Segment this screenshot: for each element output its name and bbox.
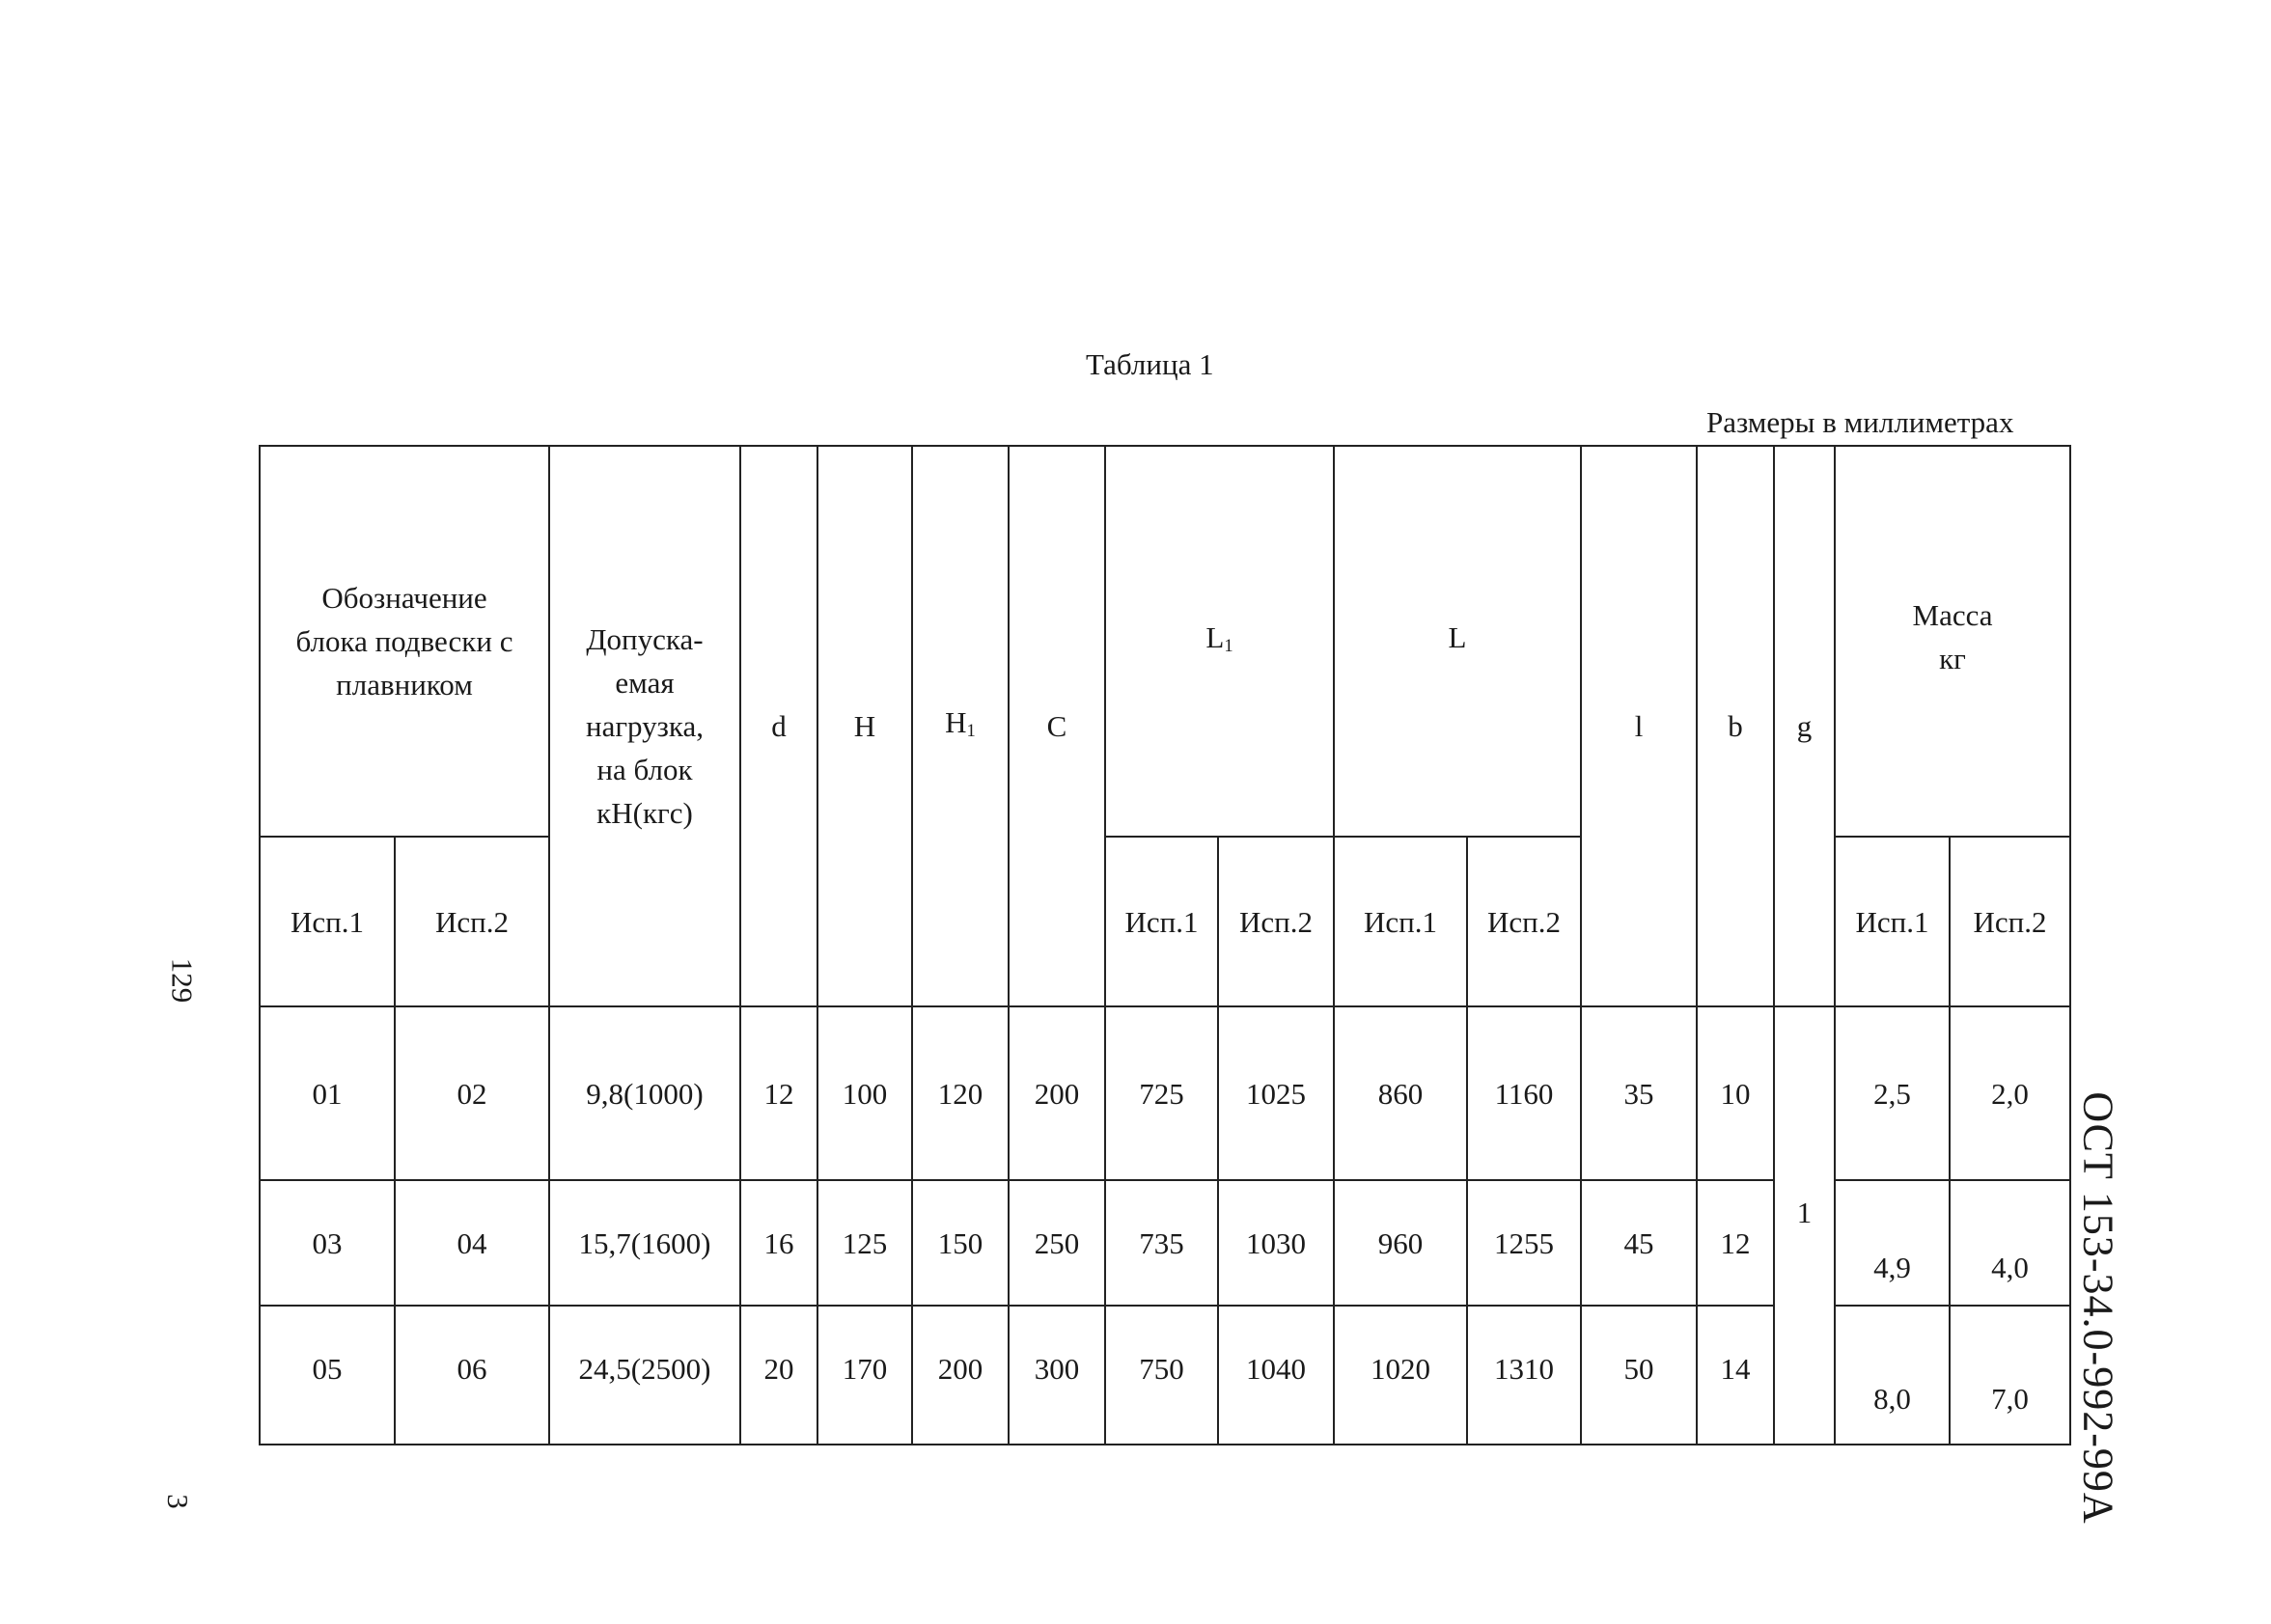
designation-isp2-header: Исп.2 [395,837,549,1006]
cell-small-l: 35 [1581,1006,1697,1180]
mass-isp2-header: Исп.2 [1950,837,2070,1006]
cell-isp2: 02 [395,1006,549,1180]
cell-h: 125 [817,1180,912,1306]
b-header: b [1697,446,1774,1006]
designation-header: Обозначение блока подвески с плавником [260,446,549,837]
cell-mass-isp2: 7,0 [1950,1306,2070,1445]
small-l-header: l [1581,446,1697,1006]
cell-d: 16 [740,1180,817,1306]
cell-h1: 200 [912,1306,1009,1445]
cell-small-l: 45 [1581,1180,1697,1306]
cell-load: 15,7(1600) [549,1180,740,1306]
l1-isp1-header: Исп.1 [1105,837,1218,1006]
cell-mass-isp1: 2,5 [1835,1006,1950,1180]
l1-header: $L_1$ [1105,446,1334,837]
cell-h1: 150 [912,1180,1009,1306]
cell-isp1: 05 [260,1306,395,1445]
cell-load: 9,8(1000) [549,1006,740,1180]
cell-l-isp1: 960 [1334,1180,1467,1306]
cell-isp2: 06 [395,1306,549,1445]
cell-h: 170 [817,1306,912,1445]
cell-isp1: 03 [260,1180,395,1306]
cell-l-isp2: 1160 [1467,1006,1581,1180]
cell-load: 24,5(2500) [549,1306,740,1445]
cell-c: 300 [1009,1306,1105,1445]
cell-l1-isp2: 1040 [1218,1306,1334,1445]
specification-table [259,445,2071,1445]
l-isp2-header: Исп.2 [1467,837,1581,1006]
mass-header [1835,446,2070,837]
units-note: Размеры в миллиметрах [1706,405,2014,439]
mass-label: Масса [1912,598,1993,632]
g-header: g [1774,446,1835,1006]
cell-l-isp1: 1020 [1334,1306,1467,1445]
cell-g: 1 [1774,1006,1835,1445]
l-header: L [1334,446,1581,837]
l1-isp2-header: Исп.2 [1218,837,1334,1006]
cell-l-isp1: 860 [1334,1006,1467,1180]
table-row [260,1006,2070,1180]
cell-l1-isp1: 725 [1105,1006,1218,1180]
cell-b: 14 [1697,1306,1774,1445]
cell-d: 20 [740,1306,817,1445]
c-header: C [1009,446,1105,1006]
cell-h: 100 [817,1006,912,1180]
cell-isp2: 04 [395,1180,549,1306]
cell-l1-isp2: 1025 [1218,1006,1334,1180]
h-header: H [817,446,912,1006]
cell-isp1: 01 [260,1006,395,1180]
cell-mass-isp1: 8,0 [1835,1306,1950,1445]
cell-mass-isp2: 2,0 [1950,1006,2070,1180]
cell-mass-isp2: 4,0 [1950,1180,2070,1306]
load-header: Допуска-емая нагрузка, на блок кН(кгс) [549,446,740,1006]
mass-unit: кг [1939,642,1966,675]
cell-l1-isp1: 750 [1105,1306,1218,1445]
cell-l-isp2: 1255 [1467,1180,1581,1306]
table-title: Таблица 1 [1086,347,1214,381]
d-header: d [740,446,817,1006]
cell-l-isp2: 1310 [1467,1306,1581,1445]
cell-c: 250 [1009,1180,1105,1306]
cell-b: 10 [1697,1006,1774,1180]
cell-l1-isp2: 1030 [1218,1180,1334,1306]
page-number-3: 3 [160,1494,195,1509]
cell-h1: 120 [912,1006,1009,1180]
mass-isp1-header: Исп.1 [1835,837,1950,1006]
cell-d: 12 [740,1006,817,1180]
l-isp1-header: Исп.1 [1334,837,1467,1006]
cell-small-l: 50 [1581,1306,1697,1445]
cell-b: 12 [1697,1180,1774,1306]
cell-mass-isp1: 4,9 [1835,1180,1950,1306]
document-code: ОСТ 153-34.0-992-99А [2074,1091,2122,1525]
page-number-129: 129 [165,957,200,1004]
cell-c: 200 [1009,1006,1105,1180]
cell-l1-isp1: 735 [1105,1180,1218,1306]
designation-isp1-header: Исп.1 [260,837,395,1006]
h1-header: $H_1$ [912,446,1009,1006]
